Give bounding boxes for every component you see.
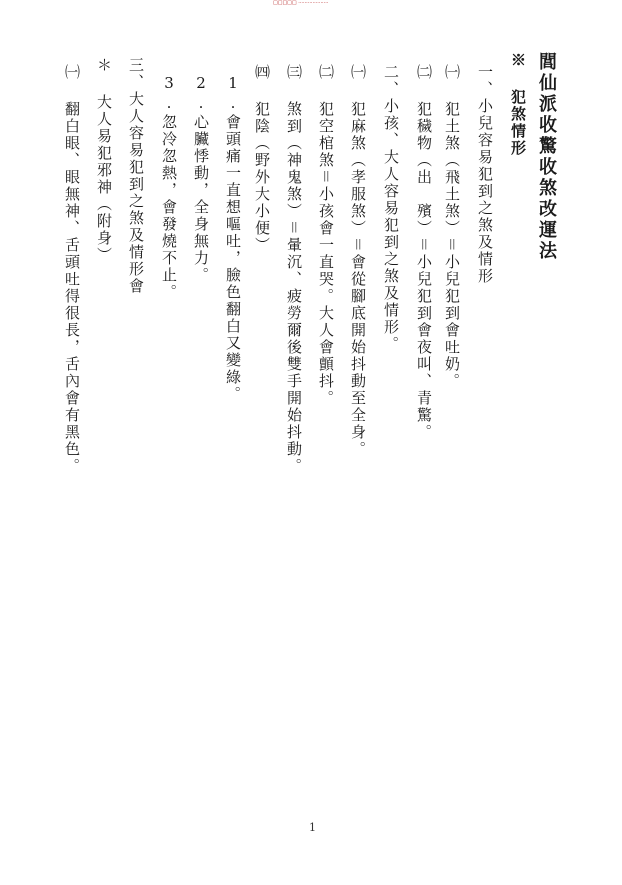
- text-line-14: ㈠ 翻白眼、眼無神、舌頭吐得很長，舌內會有黑色。: [63, 64, 81, 475]
- text-line-5: ㈠ 犯麻煞（孝服煞）＝會從腳底開始抖動至全身。: [349, 64, 367, 458]
- text-line-11: 3.忽冷忽熱，會發燒不止。: [160, 74, 178, 301]
- text-line-8: ㈣ 犯陰（野外大小便）: [253, 64, 271, 254]
- page-number: 1: [309, 821, 316, 834]
- text-line-4: 二、小孩、大人容易犯到之煞及情形。: [382, 64, 400, 353]
- text-line-1: 一、小兒容易犯到之煞及情形: [476, 64, 494, 285]
- text-line-10: 2.心臟悸動，全身無力。: [192, 74, 210, 284]
- text-line-9: 1.會頭痛一直想嘔吐，臉色翻白又變綠。: [224, 74, 242, 403]
- text-line-7: ㈢ 煞到（神鬼煞）＝暈沉、疲勞爾後雙手開始抖動。: [285, 64, 303, 475]
- document-title: 閭仙派收驚收煞改運法: [536, 52, 557, 262]
- text-line-2: ㈠ 犯土煞（飛土煞）＝小兒犯到會吐奶。: [443, 64, 461, 390]
- header-stamp: □□□□□ ···················: [273, 0, 329, 6]
- text-line-12: 三、大人容易犯到之煞及情形會: [127, 57, 145, 295]
- text-line-3: ㈡ 犯穢物（出 殯）＝小兒犯到會夜叫、青驚。: [415, 64, 433, 441]
- text-line-13: ＊ 大人易犯邪神（附身）: [95, 57, 113, 264]
- text-line-6: ㈡ 犯空棺煞＝小孩會一直哭。大人會顫抖。: [317, 64, 335, 407]
- section-heading: ※ 犯煞情形: [509, 52, 527, 157]
